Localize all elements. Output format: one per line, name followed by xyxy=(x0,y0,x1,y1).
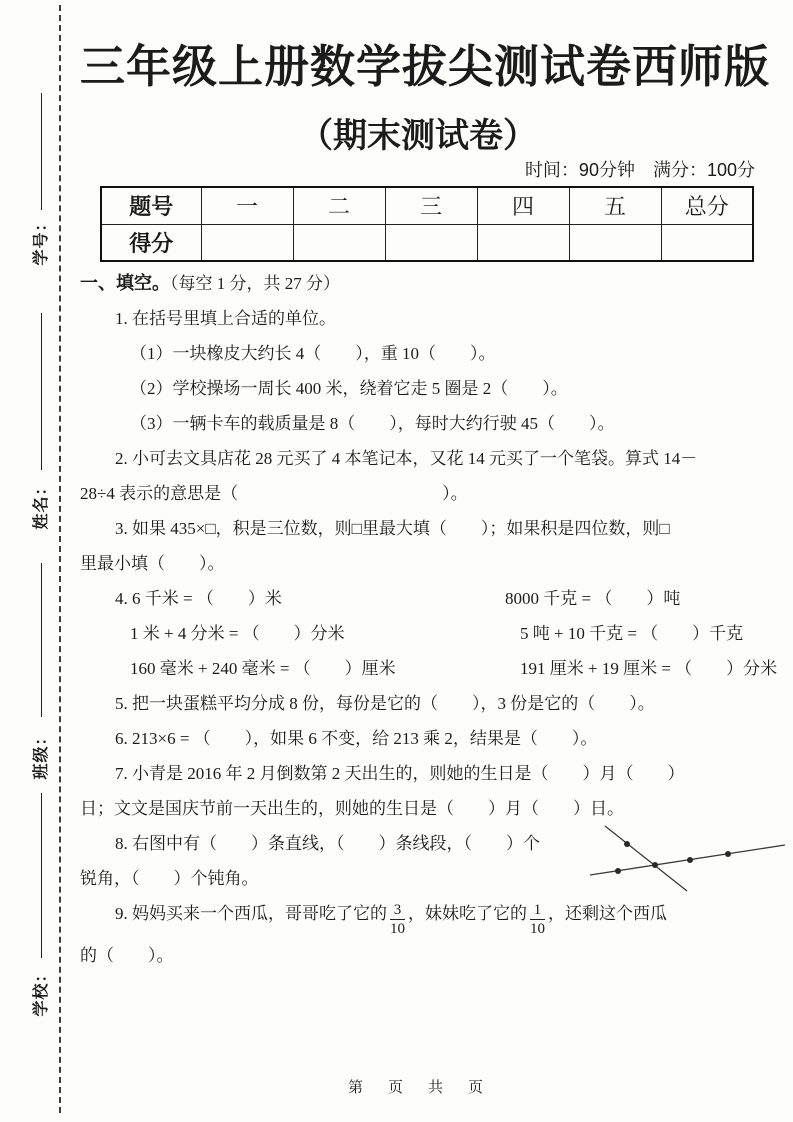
score-cell xyxy=(385,224,477,261)
question-9-text-3: ，还剩这个西瓜 xyxy=(548,904,667,923)
question-9-text-2: ，妹妹吃了它的 xyxy=(408,904,527,923)
section-one-heading-bold: 一、填空。 xyxy=(80,273,170,293)
question-7-line-2: 日；文文是国庆节前一天出生的，则她的生日是（ ）月（ ）日。 xyxy=(80,799,624,818)
question-8-line-1: 8. 右图中有（ ）条直线，（ ）条线段，（ ）个 xyxy=(115,834,540,853)
score-table-score-row xyxy=(101,224,753,261)
question-1-sub-2: （2）学校操场一周长 400 米，绕着它走 5 圈是 2（ ）。 xyxy=(130,379,568,398)
question-4-right-2: 5 吨 + 10 千克 = （ ）千克 xyxy=(520,624,744,643)
class-label: 班级： xyxy=(33,728,50,780)
student-name-label: 姓名： xyxy=(33,478,50,530)
student-id-label: 学号： xyxy=(33,214,50,266)
question-4-right-3: 191 厘米 + 19 厘米 = （ ）分米 xyxy=(520,659,778,678)
question-4-row-2 xyxy=(80,616,770,651)
score-cell xyxy=(661,224,753,261)
section-2-header: 二 xyxy=(293,187,385,224)
question-4-left-2: 1 米 + 4 分米 = （ ）分米 xyxy=(130,624,345,643)
question-5: 5. 把一块蛋糕平均分成 8 份，每份是它的（ ），3 份是它的（ ）。 xyxy=(115,694,655,713)
fraction-3-10 xyxy=(390,902,405,938)
question-4-row-3 xyxy=(80,651,778,686)
section-5-header: 五 xyxy=(569,187,661,224)
paper-title: 三年级上册数学拔尖测试卷西师版 xyxy=(80,41,771,92)
question-4-row-1 xyxy=(80,581,770,616)
section-3-header: 三 xyxy=(385,187,477,224)
question-1-sub-1: （1）一块橡皮大约长 4（ ），重 10（ ）。 xyxy=(130,344,496,363)
score-table xyxy=(100,186,754,262)
score-cell xyxy=(201,224,293,261)
question-2-line-2: 28÷4 表示的意思是（ ）。 xyxy=(80,484,468,503)
question-4-right-1: 8000 千克 = （ ）吨 xyxy=(505,589,681,608)
question-6: 6. 213×6 = （ ），如果 6 不变，给 213 乘 2，结果是（ ）。 xyxy=(115,729,598,748)
question-4-left-1: 4. 6 千米 = （ ）米 xyxy=(115,589,282,608)
page-number-footer: 第 页 共 页 xyxy=(347,1079,488,1096)
paper-header xyxy=(80,30,771,157)
section-one-heading xyxy=(80,266,770,301)
score-cell xyxy=(569,224,661,261)
fraction-1-10 xyxy=(530,902,545,938)
fraction-denominator: 10 xyxy=(390,921,405,937)
question-8-line-2: 锐角，（ ）个钝角。 xyxy=(80,869,259,888)
time-and-score-info: 时间：90分钟 满分：100分 xyxy=(524,160,755,180)
score-cell xyxy=(293,224,385,261)
fraction-numerator: 1 xyxy=(530,902,545,921)
intersecting-lines-figure xyxy=(588,814,793,926)
fraction-numerator: 3 xyxy=(390,902,405,921)
question-1-sub-3: （3）一辆卡车的载质量是 8（ ），每时大约行驶 45（ ）。 xyxy=(130,414,615,433)
question-9-text-1: 9. 妈妈买来一个西瓜，哥哥吃了它的 xyxy=(115,904,387,923)
seal-dashed-line xyxy=(59,5,61,1113)
section-1-header: 一 xyxy=(201,187,293,224)
score-row-label: 得分 xyxy=(101,224,201,261)
section-4-header: 四 xyxy=(477,187,569,224)
question-2-line-1: 2. 小可去文具店花 28 元买了 4 本笔记本，又花 14 元买了一个笔袋。算式 14－ xyxy=(115,449,698,468)
question-7-line-1: 7. 小青是 2016 年 2 月倒数第 2 天出生的，则她的生日是（ ）月（ ） xyxy=(115,764,685,783)
question-1: 1. 在括号里填上合适的单位。 xyxy=(115,309,336,328)
paper-subtitle: （期末测试卷） xyxy=(299,117,537,155)
fraction-denominator: 10 xyxy=(530,921,545,937)
class-blank-line xyxy=(41,563,42,717)
question-3-line-2: 里最小填（ ）。 xyxy=(80,554,225,573)
student-name-blank-line xyxy=(41,313,42,470)
question-4-left-3: 160 毫米 + 240 毫米 = （ ）厘米 xyxy=(130,659,396,678)
school-label: 学校： xyxy=(33,965,50,1017)
question-9-line-2: 的（ ）。 xyxy=(80,945,174,965)
score-cell xyxy=(477,224,569,261)
score-table-header-row xyxy=(101,187,753,224)
section-one-heading-note: （每空 1 分，共 27 分） xyxy=(170,274,340,293)
question-number-header: 题号 xyxy=(101,187,201,224)
student-id-blank-line xyxy=(41,93,42,210)
total-score-header: 总分 xyxy=(661,187,753,224)
question-3-line-1: 3. 如果 435×□，积是三位数，则□里最大填（ ）；如果积是四位数，则□ xyxy=(115,519,670,538)
school-blank-line xyxy=(41,793,42,958)
